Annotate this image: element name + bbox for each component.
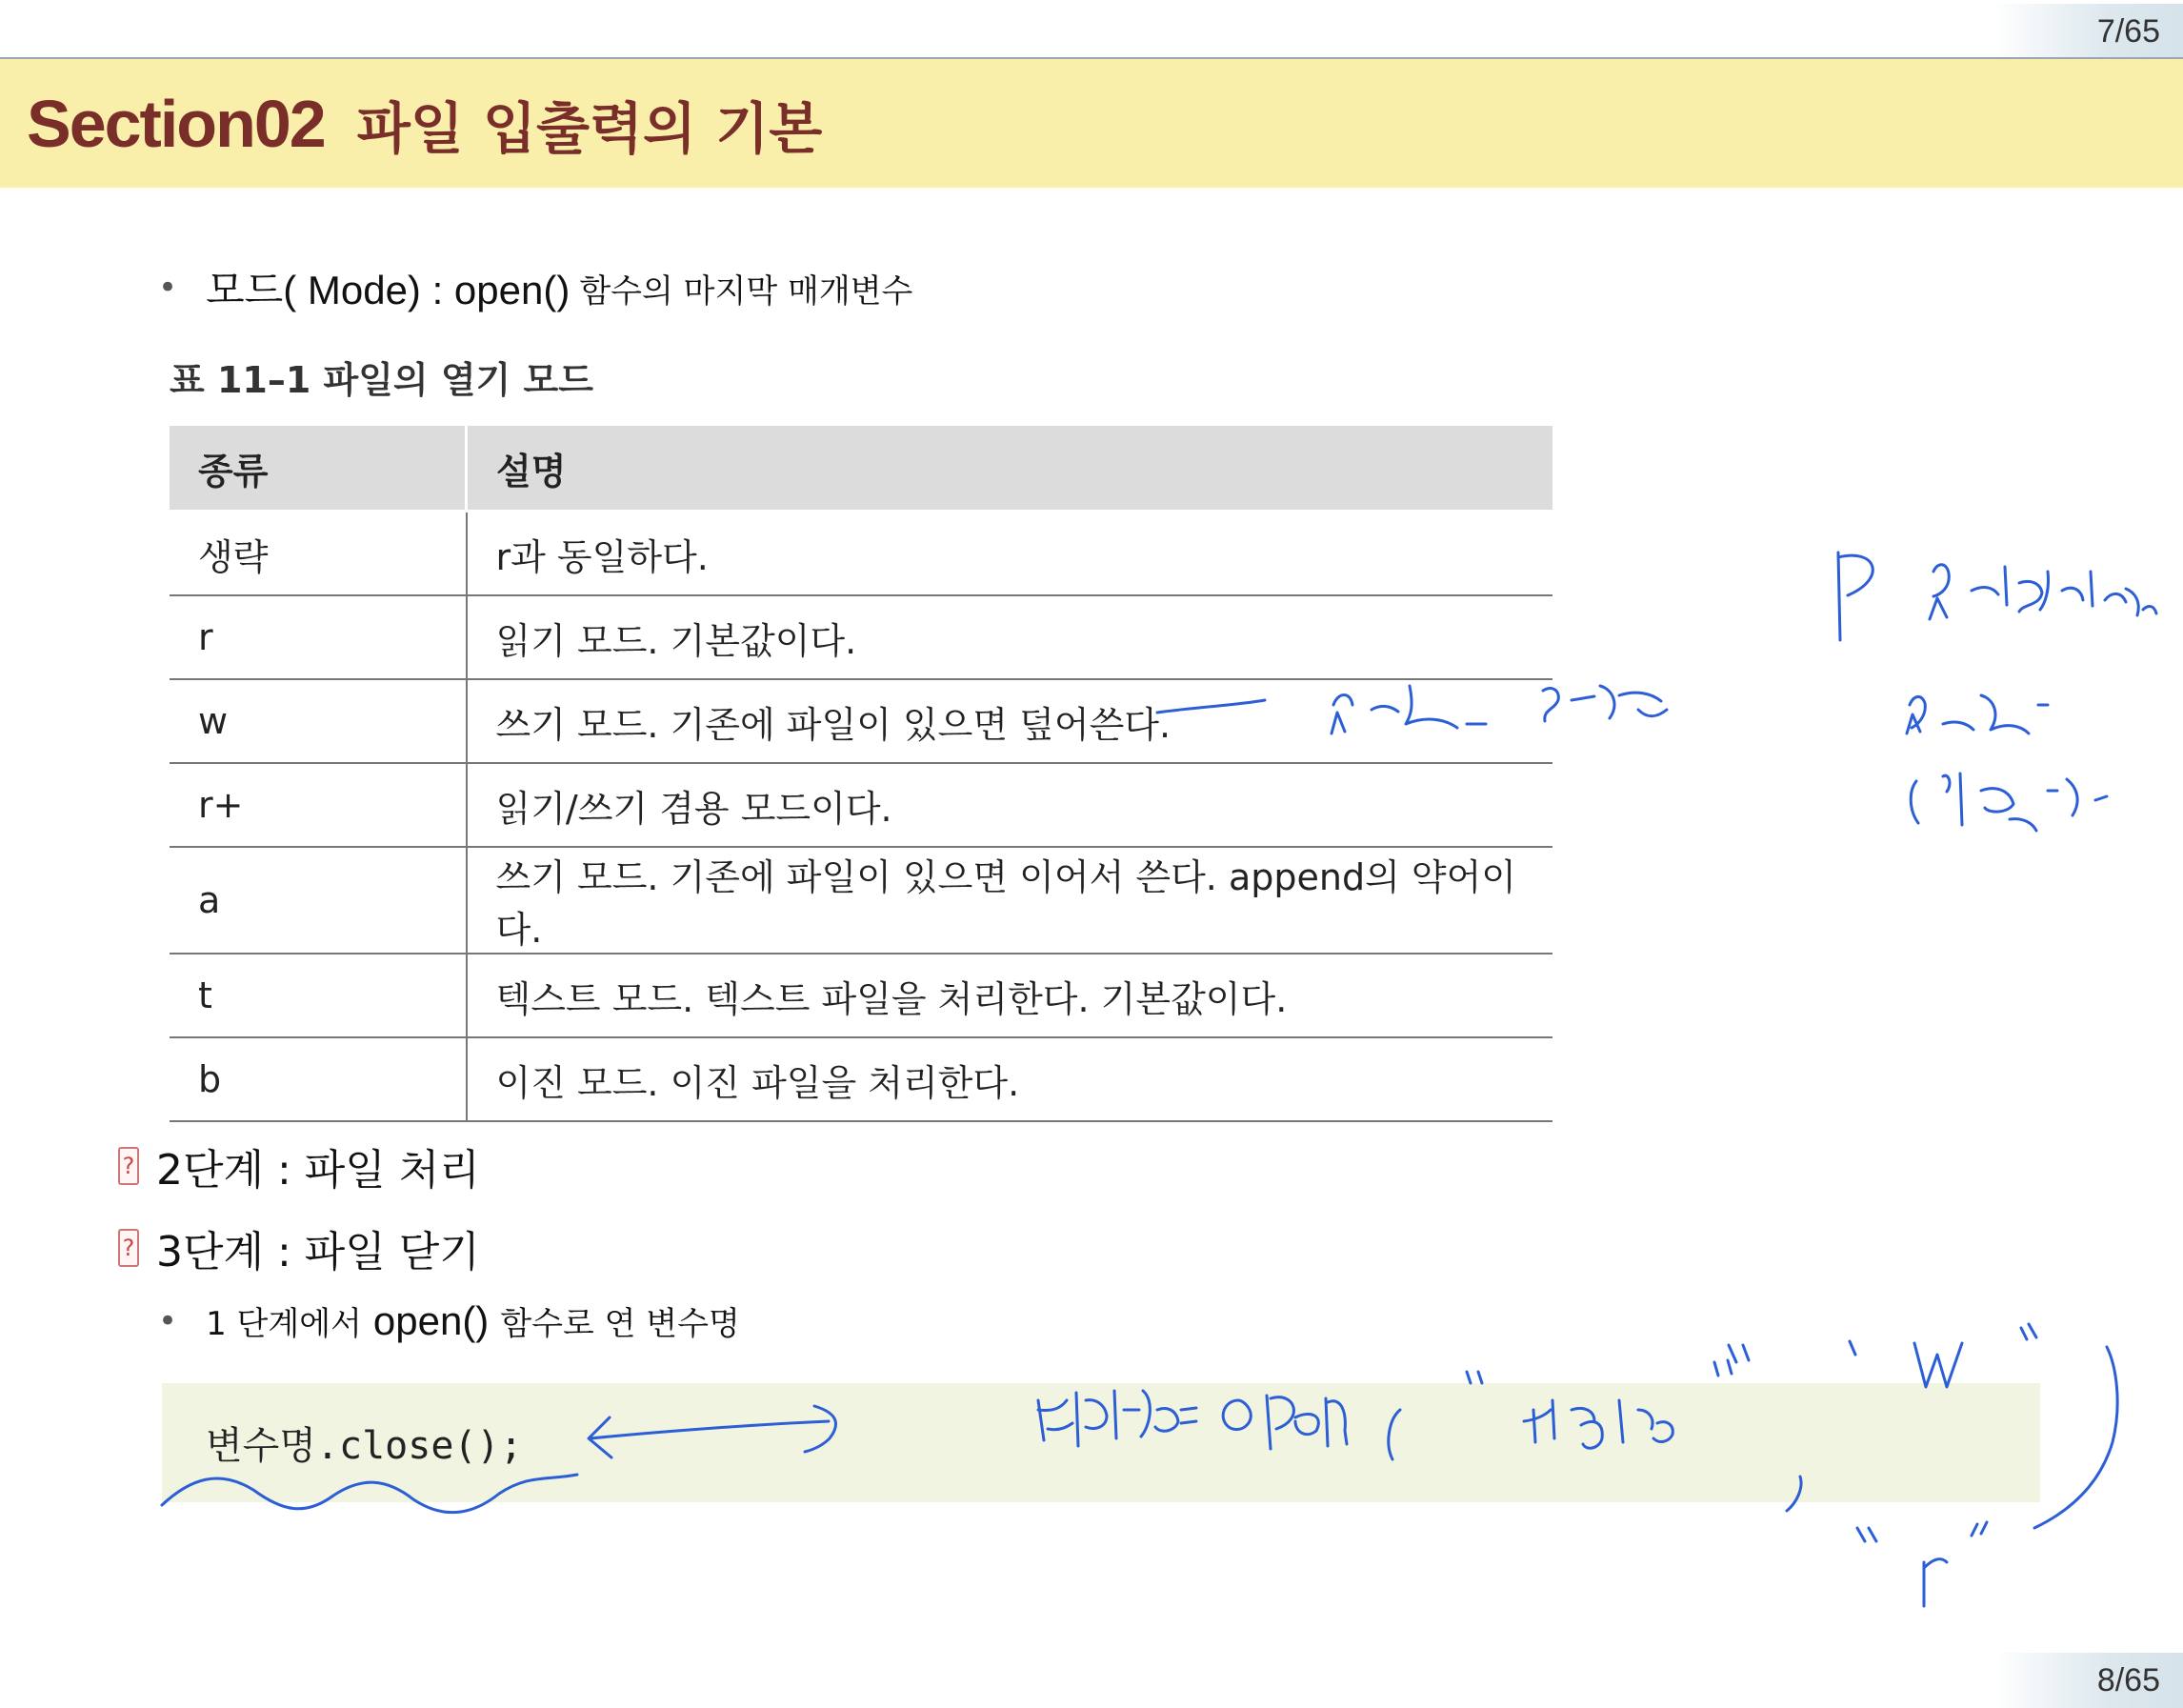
mode-cell: r+ xyxy=(170,763,467,847)
table-header-row xyxy=(170,426,1552,512)
code-example: 변수명.close(); xyxy=(206,1424,523,1468)
table-row xyxy=(170,512,1552,596)
mode-cell: r xyxy=(170,595,467,679)
question-box-icon: ? xyxy=(118,1147,139,1185)
page-number-bottom: 8/65 xyxy=(1993,1653,2183,1708)
table-row xyxy=(170,847,1552,954)
mode-cell: t xyxy=(170,954,467,1037)
mode-cell: w xyxy=(170,679,467,763)
bullet-close xyxy=(158,1297,740,1344)
file-open-modes-table xyxy=(170,426,1552,1122)
table-row xyxy=(170,679,1552,763)
slide-title: 파일 입출력의 기본 xyxy=(356,95,823,161)
mode-cell: b xyxy=(170,1037,467,1121)
desc-cell: 읽기 모드. 기본값이다. xyxy=(467,595,1553,679)
ink-note-p1 xyxy=(1930,565,2156,619)
bullet-close-part3: 함수로 연 변수명 xyxy=(500,1305,740,1343)
table-row xyxy=(170,954,1552,1037)
desc-cell: 쓰기 모드. 기존에 파일이 있으면 이어서 쓴다. append의 약어이다. xyxy=(467,847,1553,954)
column-header: 종류 xyxy=(170,426,467,512)
bullet-close-part1: 1 단계에서 xyxy=(206,1305,362,1343)
ink-note-p3 xyxy=(1911,774,2107,831)
ink-p xyxy=(1838,553,1873,640)
step2-item xyxy=(118,1135,480,1196)
bullet-close-part2: open() xyxy=(372,1297,490,1343)
bullet-dot: • xyxy=(158,269,178,307)
step3-item xyxy=(118,1217,480,1278)
bullet-dot: • xyxy=(158,1301,178,1340)
step3-text: 3단계 : 파일 닫기 xyxy=(156,1228,480,1276)
table-row xyxy=(170,595,1552,679)
mode-cell: a xyxy=(170,847,467,954)
page-number-top: 7/65 xyxy=(1993,4,2183,59)
bullet-mode xyxy=(158,259,912,316)
mode-cell: 생략 xyxy=(170,512,467,596)
desc-cell: r과 동일하다. xyxy=(467,512,1553,596)
desc-cell: 이진 모드. 이진 파일을 처리한다. xyxy=(467,1037,1553,1121)
desc-cell: 텍스트 모드. 텍스트 파일을 처리한다. 기본값이다. xyxy=(467,954,1553,1037)
slide-header xyxy=(0,59,2183,188)
column-header: 설명 xyxy=(467,426,1553,512)
table-caption: 표 11–1 파일의 열기 모드 xyxy=(170,359,593,401)
ink-note-p2 xyxy=(1907,695,2048,733)
desc-cell: 쓰기 모드. 기존에 파일이 있으면 덮어쓴다. xyxy=(467,679,1553,763)
step2-text: 2단계 : 파일 처리 xyxy=(156,1146,480,1195)
bullet-mode-desc: 함수의 마지막 매개변수 xyxy=(579,271,913,311)
desc-cell: 읽기/쓰기 겸용 모드이다. xyxy=(467,763,1553,847)
bullet-mode-main: 모드( Mode) : open() xyxy=(206,268,571,312)
table-row xyxy=(170,1037,1552,1121)
section-label: Section02 xyxy=(27,86,325,161)
table-row xyxy=(170,763,1552,847)
code-example-box xyxy=(162,1383,2040,1502)
question-box-icon: ? xyxy=(118,1229,139,1267)
